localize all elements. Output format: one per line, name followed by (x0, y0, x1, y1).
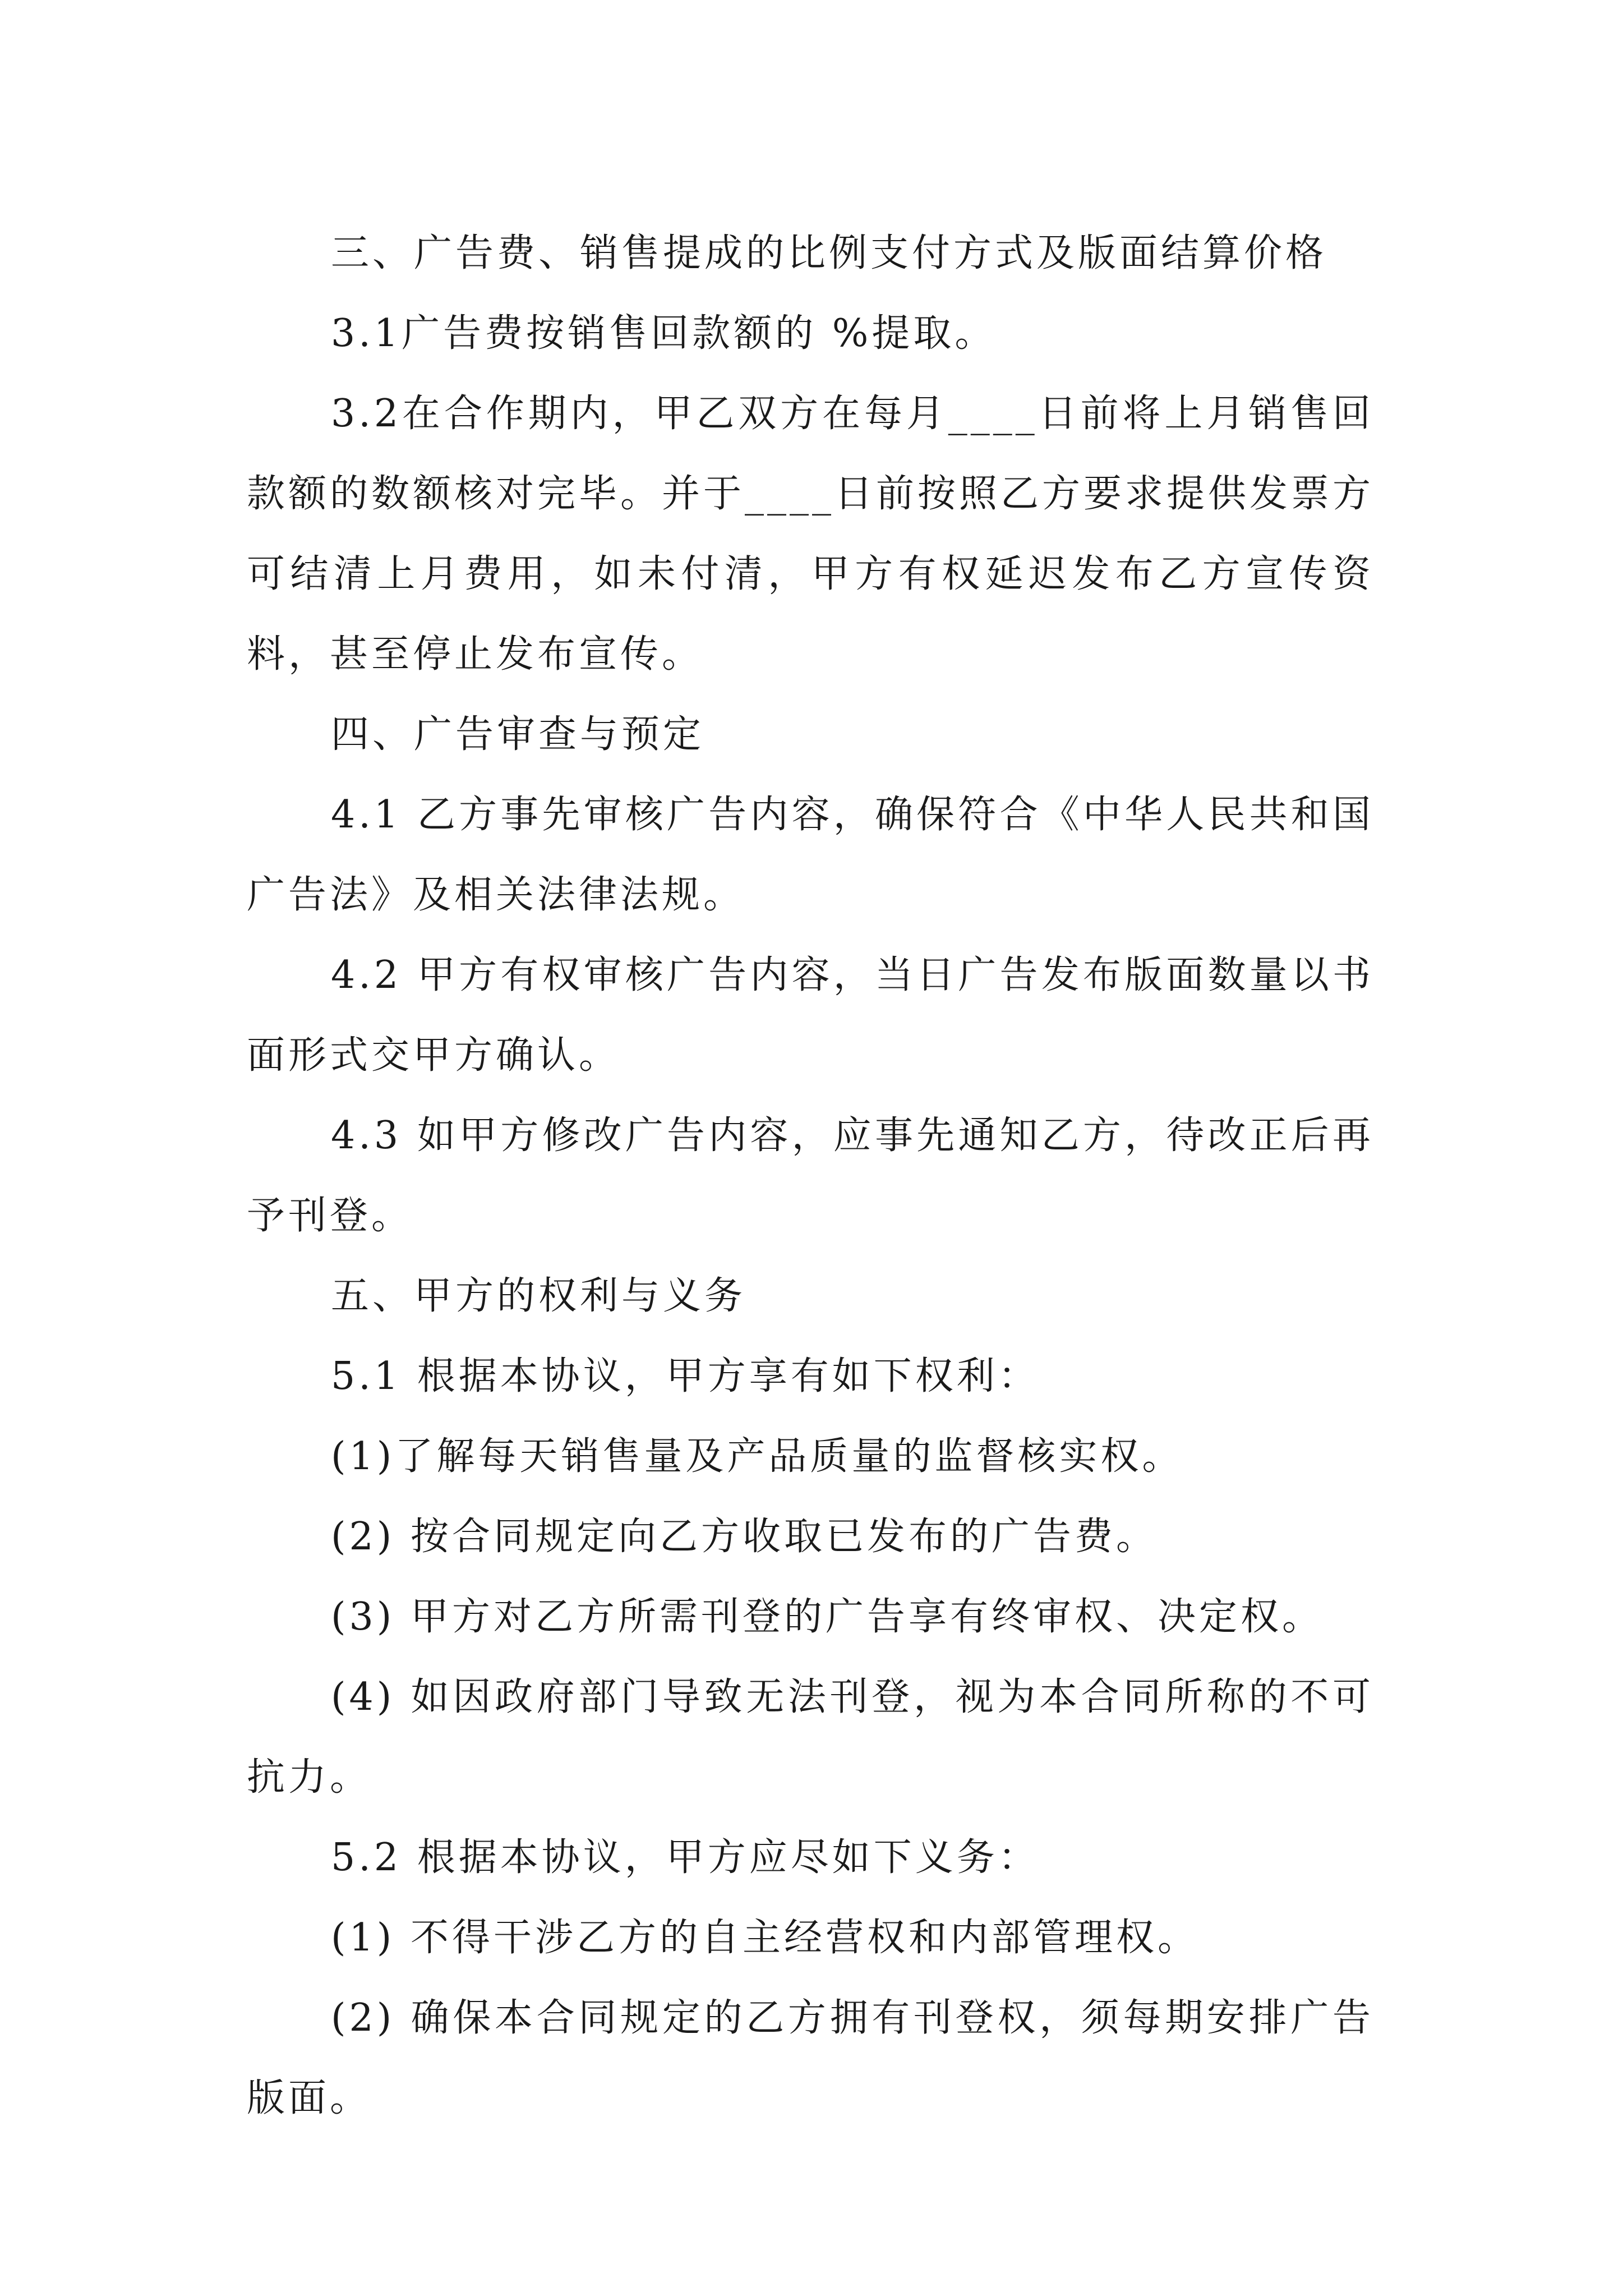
clause-4-2: 4.2 甲方有权审核广告内容，当日广告发布版面数量以书面形式交甲方确认。 (247, 953, 1374, 1078)
clause-4-1: 4.1 乙方事先审核广告内容，确保符合《中华人民共和国广告法》及相关法律法规。 (247, 793, 1374, 917)
clause-5-1-item-2: (2) 按合同规定向乙方收取已发布的广告费。 (331, 1515, 1158, 1559)
clause-5-2-item-1: (1) 不得干涉乙方的自主经营权和内部管理权。 (331, 1916, 1199, 1960)
clause-5-1-item-4: (4) 如因政府部门导致无法刊登，视为本合同所称的不可抗力。 (247, 1675, 1374, 1800)
clause-4-3: 4.3 如甲方修改广告内容，应事先通知乙方，待改正后再予刊登。 (247, 1114, 1374, 1238)
clause-5-1-item-1: (1)了解每天销售量及产品质量的监督核实权。 (331, 1434, 1184, 1479)
clause-5-1: 5.1 根据本协议，甲方享有如下权利： (331, 1354, 1040, 1398)
clause-5-2: 5.2 根据本协议，甲方应尽如下义务： (331, 1835, 1040, 1880)
clause-3-1: 3.1广告费按销售回款额的 %提取。 (331, 311, 997, 356)
document-body (247, 213, 1374, 2138)
clause-3-2: 3.2在合作期内，甲乙双方在每月____日前将上月销售回款额的数额核对完毕。并于____日前按照乙方要求提供发票方可结清上月费用，如未付清，甲方有权延迟发布乙方宣传资料，甚至停止发布宣传。 (247, 392, 1375, 677)
section-heading-4: 四、广告审查与预定 (331, 712, 705, 757)
clause-5-1-item-3: (3) 甲方对乙方所需刊登的广告享有终审权、决定权。 (331, 1595, 1324, 1639)
section-heading-3: 三、广告费、销售提成的比例支付方式及版面结算价格 (331, 231, 1327, 275)
clause-5-2-item-2: (2) 确保本合同规定的乙方拥有刊登权，须每期安排广告版面。 (247, 1996, 1374, 2120)
section-heading-5: 五、甲方的权利与义务 (331, 1274, 746, 1318)
